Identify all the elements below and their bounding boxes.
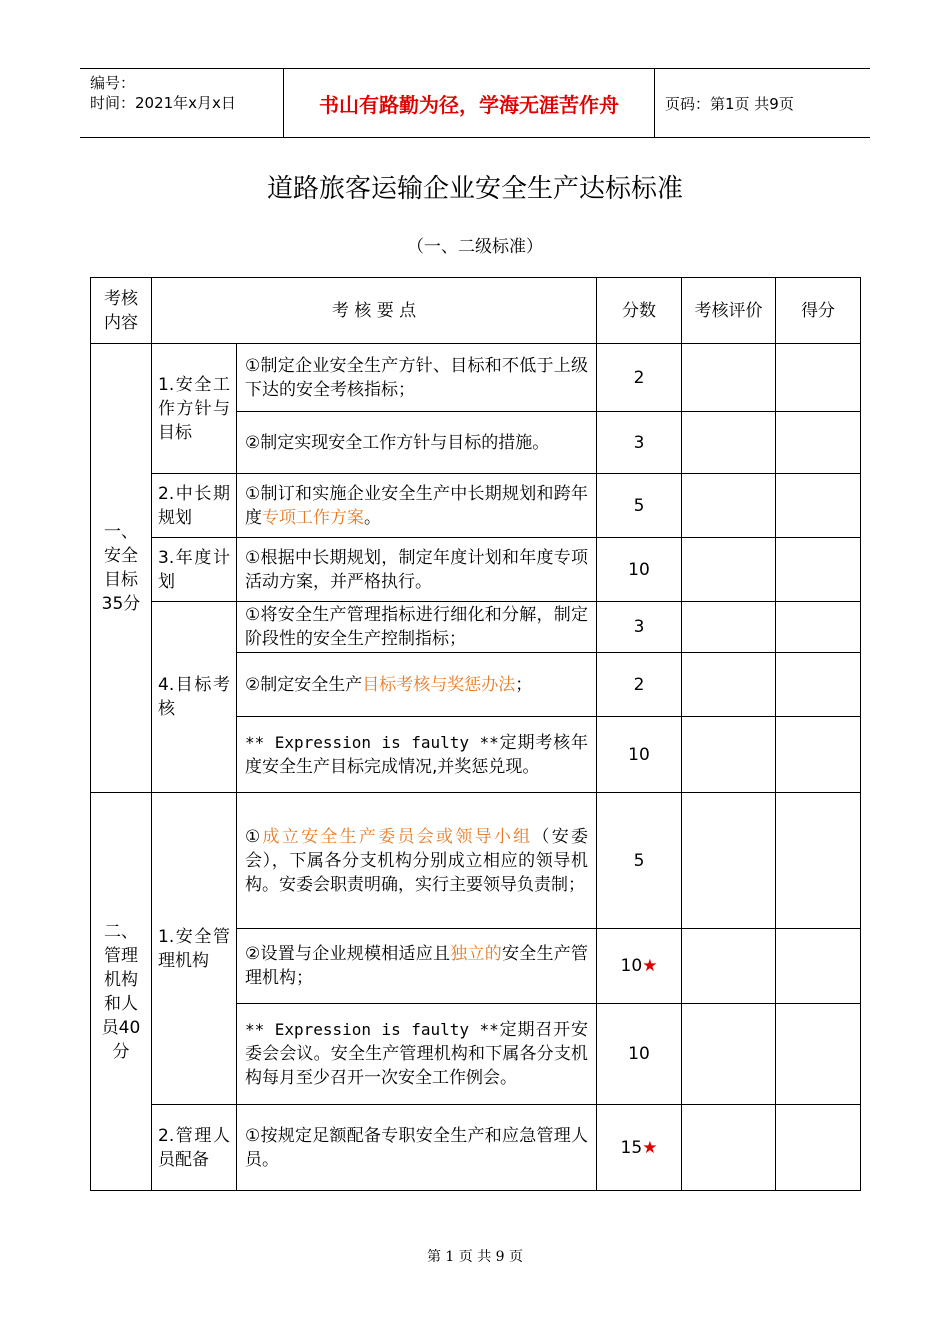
obtained-cell[interactable]: [776, 793, 861, 929]
obtained-cell[interactable]: [776, 474, 861, 538]
header-meta: [80, 69, 283, 137]
score-cell: 2: [597, 344, 682, 412]
faulty-expression-text: ** Expression is faulty **: [245, 732, 499, 752]
evaluation-cell[interactable]: [682, 1004, 776, 1105]
document-subtitle: （一、二级标准）: [407, 237, 543, 257]
highlight-text: 目标考核与奖惩办法: [362, 674, 516, 695]
table-row: [91, 474, 861, 538]
evaluation-cell[interactable]: [682, 474, 776, 538]
page-header: [80, 68, 870, 138]
obtained-cell[interactable]: [776, 412, 861, 474]
table-row: [91, 1105, 861, 1191]
score-cell: 2: [597, 653, 682, 717]
item-cell: ①成立安全生产委员会或领导小组（安委会），下属各分支机构分别成立相应的领导机构。安委会职责明确，实行主要领导负责制；: [237, 793, 597, 929]
item-cell: ①制定企业安全生产方针、目标和不低于上级下达的安全考核指标；: [237, 344, 597, 412]
group-cell: 2.管理人员配备: [152, 1105, 237, 1191]
standards-table: [90, 277, 861, 1191]
obtained-cell[interactable]: [776, 344, 861, 412]
evaluation-cell[interactable]: [682, 653, 776, 717]
table-row: [91, 793, 861, 929]
evaluation-cell[interactable]: [682, 344, 776, 412]
score-cell: 5: [597, 474, 682, 538]
group-cell: 1.安全工作方针与目标: [152, 344, 237, 474]
group-cell: 2.中长期规划: [152, 474, 237, 538]
motto: 书山有路勤为径，学海无涯苦作舟: [283, 69, 655, 137]
obtained-cell[interactable]: [776, 1004, 861, 1105]
obtained-cell[interactable]: [776, 1105, 861, 1191]
category-cell: 二、管理机构和人员40分: [91, 793, 152, 1191]
page-indicator: 页码：第1页 共9页: [665, 94, 794, 113]
header-evaluation: 考核评价: [682, 278, 776, 344]
score-cell: 3: [597, 412, 682, 474]
evaluation-cell[interactable]: [682, 538, 776, 602]
obtained-cell[interactable]: [776, 717, 861, 793]
obtained-cell[interactable]: [776, 653, 861, 717]
date-label: 时间：2021年x月x日: [90, 94, 236, 112]
faulty-expression-text: ** Expression is faulty **: [245, 1020, 499, 1039]
score-cell: 10★: [597, 929, 682, 1004]
obtained-cell[interactable]: [776, 602, 861, 653]
obtained-cell[interactable]: [776, 538, 861, 602]
evaluation-cell[interactable]: [682, 412, 776, 474]
star-icon: ★: [642, 956, 658, 976]
group-cell: 1.安全管理机构: [152, 793, 237, 1105]
item-cell: ②制定安全生产目标考核与奖惩办法；: [237, 653, 597, 717]
document-title: 道路旅客运输企业安全生产达标标准: [266, 174, 683, 204]
obtained-cell[interactable]: [776, 929, 861, 1004]
score-cell: 15★: [597, 1105, 682, 1191]
item-cell: ** Expression is faulty **定期考核年度安全生产目标完成情况,并奖惩兑现。: [237, 717, 597, 793]
score-cell: 10: [597, 1004, 682, 1105]
header-obtained: 得分: [776, 278, 861, 344]
highlight-text: 独立的: [450, 944, 502, 964]
group-cell: 3.年度计划: [152, 538, 237, 602]
header-content: 考核内容: [91, 278, 152, 344]
score-cell: 3: [597, 602, 682, 653]
evaluation-cell[interactable]: [682, 602, 776, 653]
category-cell: 一、安全目标35分: [91, 344, 152, 793]
item-cell: ①制订和实施企业安全生产中长期规划和跨年度专项工作方案。: [237, 474, 597, 538]
table-header-row: [91, 278, 861, 344]
page-footer: 第 1 页 共 9 页: [426, 1249, 524, 1265]
number-label: 编号：: [90, 74, 136, 92]
item-cell: ①将安全生产管理指标进行细化和分解，制定阶段性的安全生产控制指标；: [237, 602, 597, 653]
item-cell: ①按规定足额配备专职安全生产和应急管理人员。: [237, 1105, 597, 1191]
group-cell: 4.目标考核: [152, 602, 237, 793]
item-cell: ②设置与企业规模相适应且独立的安全生产管理机构；: [237, 929, 597, 1004]
evaluation-cell[interactable]: [682, 793, 776, 929]
table-row: [91, 602, 861, 653]
item-cell: ** Expression is faulty **定期召开安委会会议。安全生产管理机构和下属各分支机构每月至少召开一次安全工作例会。: [237, 1004, 597, 1105]
item-cell: ①根据中长期规划，制定年度计划和年度专项活动方案，并严格执行。: [237, 538, 597, 602]
item-cell: ②制定实现安全工作方针与目标的措施。: [237, 412, 597, 474]
star-icon: ★: [642, 1137, 658, 1158]
highlight-text: 成立安全生产委员会或领导小组: [262, 826, 533, 847]
header-points: 考 核 要 点: [152, 278, 597, 344]
evaluation-cell[interactable]: [682, 1105, 776, 1191]
evaluation-cell[interactable]: [682, 717, 776, 793]
table-row: [91, 538, 861, 602]
evaluation-cell[interactable]: [682, 929, 776, 1004]
table-row: [91, 344, 861, 412]
highlight-text: 专项工作方案: [262, 507, 364, 528]
score-cell: 10: [597, 538, 682, 602]
header-score: 分数: [597, 278, 682, 344]
score-cell: 5: [597, 793, 682, 929]
score-cell: 10: [597, 717, 682, 793]
